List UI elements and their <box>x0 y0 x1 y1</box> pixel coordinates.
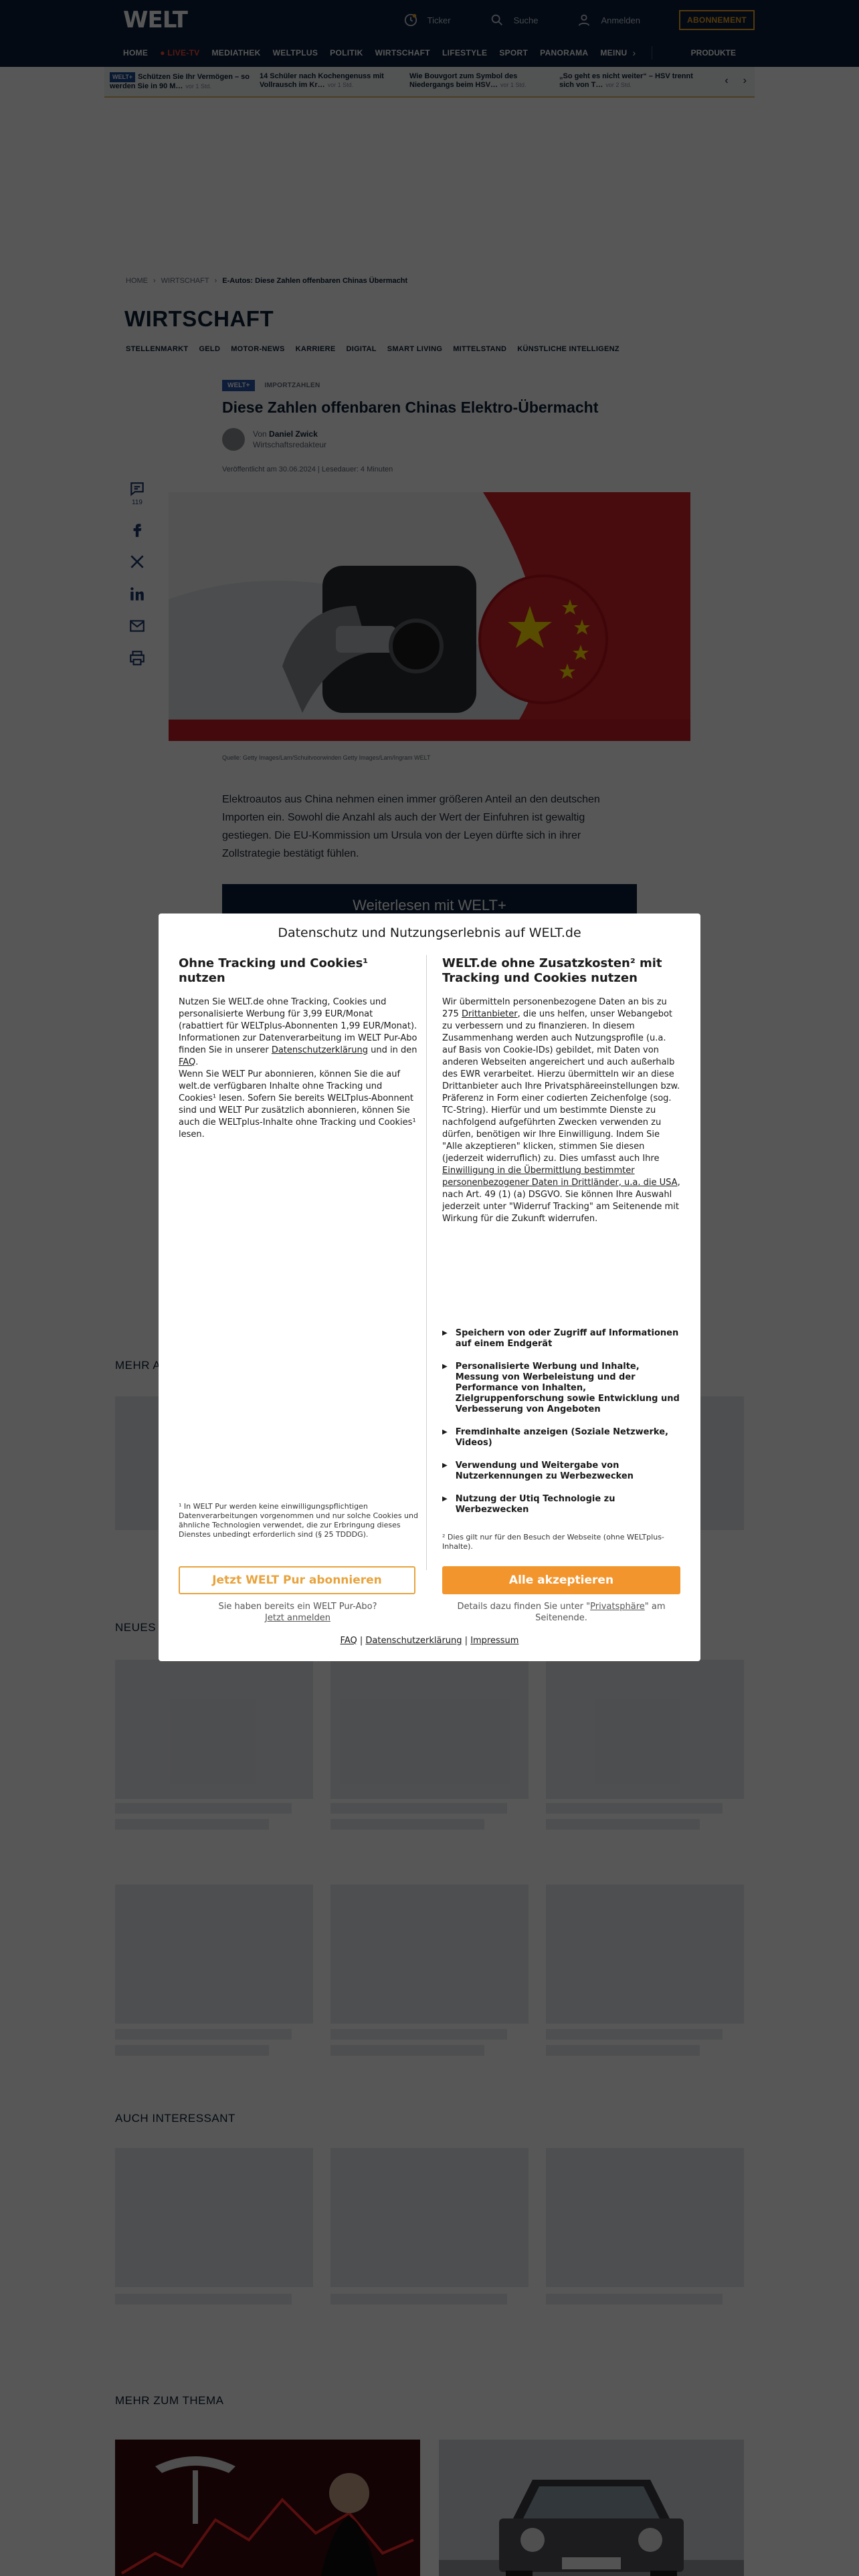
purpose-label: Nutzung der Utiq Technologie zu Werbezwecken <box>455 1494 615 1515</box>
datenschutz-link[interactable]: Datenschutzerklärung <box>271 1045 368 1055</box>
drittanbieter-link[interactable]: Drittanbieter <box>461 1009 518 1019</box>
pur-description-2: Wenn Sie WELT Pur abonnieren, können Sie die auf welt.de verfügbaren Inhalte ohne Tracking und Cookies¹ lesen. Sofern Sie bereits WELTplus-Abonnent sind und WELT Pur zusätzlich abonnieren, können Sie auch die WELTplus-Inhalte ohne Tracking und Cookies¹ lesen. <box>179 1069 416 1140</box>
purpose-label: Speichern von oder Zugriff auf Informationen auf einem Endgerät <box>455 1328 679 1349</box>
purpose-list <box>442 1328 682 1527</box>
tracking-text: , nach Art. 49 (1) (a) DSGVO. Sie können Ihre Auswahl jederzeit unter "Widerruf Tracking" am Seitenende mit Wirkung für die Zukunft widerrufen. <box>442 1178 680 1224</box>
pur-text: . <box>195 1057 199 1067</box>
details-text: Details dazu finden Sie unter " <box>457 1602 591 1612</box>
consent-left-column <box>179 956 418 1141</box>
link-separator: | <box>464 1636 471 1646</box>
consent-footer-links <box>159 1636 700 1646</box>
footer-impressum-link[interactable]: Impressum <box>470 1636 519 1646</box>
pur-description <box>179 996 418 1069</box>
purpose-item[interactable] <box>442 1494 682 1515</box>
drittland-link[interactable]: Einwilligung in die Übermittlung bestimmter personenbezogener Daten in Drittländer, u.a. die USA <box>442 1166 678 1188</box>
triangle-right-icon: ▶ <box>442 1428 448 1436</box>
triangle-right-icon: ▶ <box>442 1462 448 1469</box>
tracking-description <box>442 996 682 1225</box>
consent-right-column <box>442 956 682 1225</box>
already-subscribed-text: Sie haben bereits ein WELT Pur-Abo? <box>218 1602 377 1612</box>
purpose-label: Personalisierte Werbung und Inhalte, Messung von Werbeleistung und der Performance von Inhalten, Zielgruppenforschung sowie Entwicklung und Verbesserung von Angeboten <box>455 1362 680 1414</box>
tracking-text: , die uns helfen, unser Webangebot zu verbessern und zu finanzieren. In diesem Zusammenhang werden auch Nutzungsprofile (u.a. auf Basis von Cookie-IDs) gebildet, mit Daten von anderen Webseiten angereichert und auch außerhalb des EWR verarbeitet. Hierzu übermitteln wir an diese Drittanbieter auch Ihre Privatsphäreeinstellungen bzw. Präferenz in Form einer codierten Zeichenfolge (sog. TC-String). Hierfür und um bestimmte Dienste zu nachfolgend aufgeführten Zwecken verwenden zu dürfen, benötigen wir Ihre Einwilligung. Indem Sie "Alle akzeptieren" klicken, stimmen Sie diesen (jederzeit widerruflich) zu. Dies umfasst auch Ihre <box>442 1009 680 1164</box>
column-divider <box>426 955 427 1570</box>
footer-faq-link[interactable]: FAQ <box>340 1636 357 1646</box>
tracking-footnote: ² Dies gilt nur für den Besuch der Webseite (ohne WELTplus-Inhalte). <box>442 1533 664 1551</box>
purpose-item[interactable] <box>442 1461 682 1482</box>
accept-all-button[interactable]: Alle akzeptieren <box>442 1566 680 1594</box>
purpose-label: Verwendung und Weitergabe von Nutzerkennungen zu Werbezwecken <box>455 1461 634 1481</box>
footer-datenschutz-link[interactable]: Datenschutzerklärung <box>365 1636 462 1646</box>
triangle-right-icon: ▶ <box>442 1329 448 1337</box>
pur-login-hint <box>179 1601 417 1624</box>
details-hint <box>442 1601 680 1624</box>
triangle-right-icon: ▶ <box>442 1495 448 1503</box>
purpose-item[interactable] <box>442 1362 682 1415</box>
pur-text: Nutzen Sie WELT.de ohne Tracking, Cookies und personalisierte Werbung für 3,99 EUR/Monat (rabattiert für WELTplus-Abonnenten 1,99 EUR/Monat). Informationen zur Datenverarbeitung im WELT Pur-Abo finden Sie in unserer <box>179 997 417 1055</box>
purpose-item[interactable] <box>442 1328 682 1350</box>
pur-footnote: ¹ In WELT Pur werden keine einwilligungspflichtigen Datenverarbeitungen vorgenommen und nur solche Cookies und ähnliche Technologien verwendet, die zur Erbringung dieses Dienstes unbedingt erforderlich sind (§ 25 TDDDG). <box>179 1502 418 1539</box>
consent-dialog <box>159 914 700 1661</box>
details-text: " am Seitenende. <box>535 1602 666 1623</box>
login-now-link[interactable]: Jetzt anmelden <box>265 1613 330 1623</box>
link-separator: | <box>359 1636 366 1646</box>
privatsphaere-link[interactable]: Privatsphäre <box>590 1602 645 1612</box>
consent-title: Datenschutz und Nutzungserlebnis auf WELT.de <box>278 926 581 940</box>
faq-link[interactable]: FAQ <box>179 1057 196 1067</box>
pur-text: und in den <box>367 1045 417 1055</box>
tracking-text: Wir übermitteln personenbezogene Daten an bis zu 275 <box>442 997 667 1019</box>
tracking-heading: WELT.de ohne Zusatzkosten² mit Tracking und Cookies nutzen <box>442 956 662 985</box>
pur-heading: Ohne Tracking und Cookies¹ nutzen <box>179 956 369 985</box>
triangle-right-icon: ▶ <box>442 1363 448 1370</box>
purpose-label: Fremdinhalte anzeigen (Soziale Netzwerke, Videos) <box>455 1427 668 1448</box>
subscribe-pur-button[interactable]: Jetzt WELT Pur abonnieren <box>179 1566 415 1594</box>
purpose-item[interactable] <box>442 1427 682 1448</box>
